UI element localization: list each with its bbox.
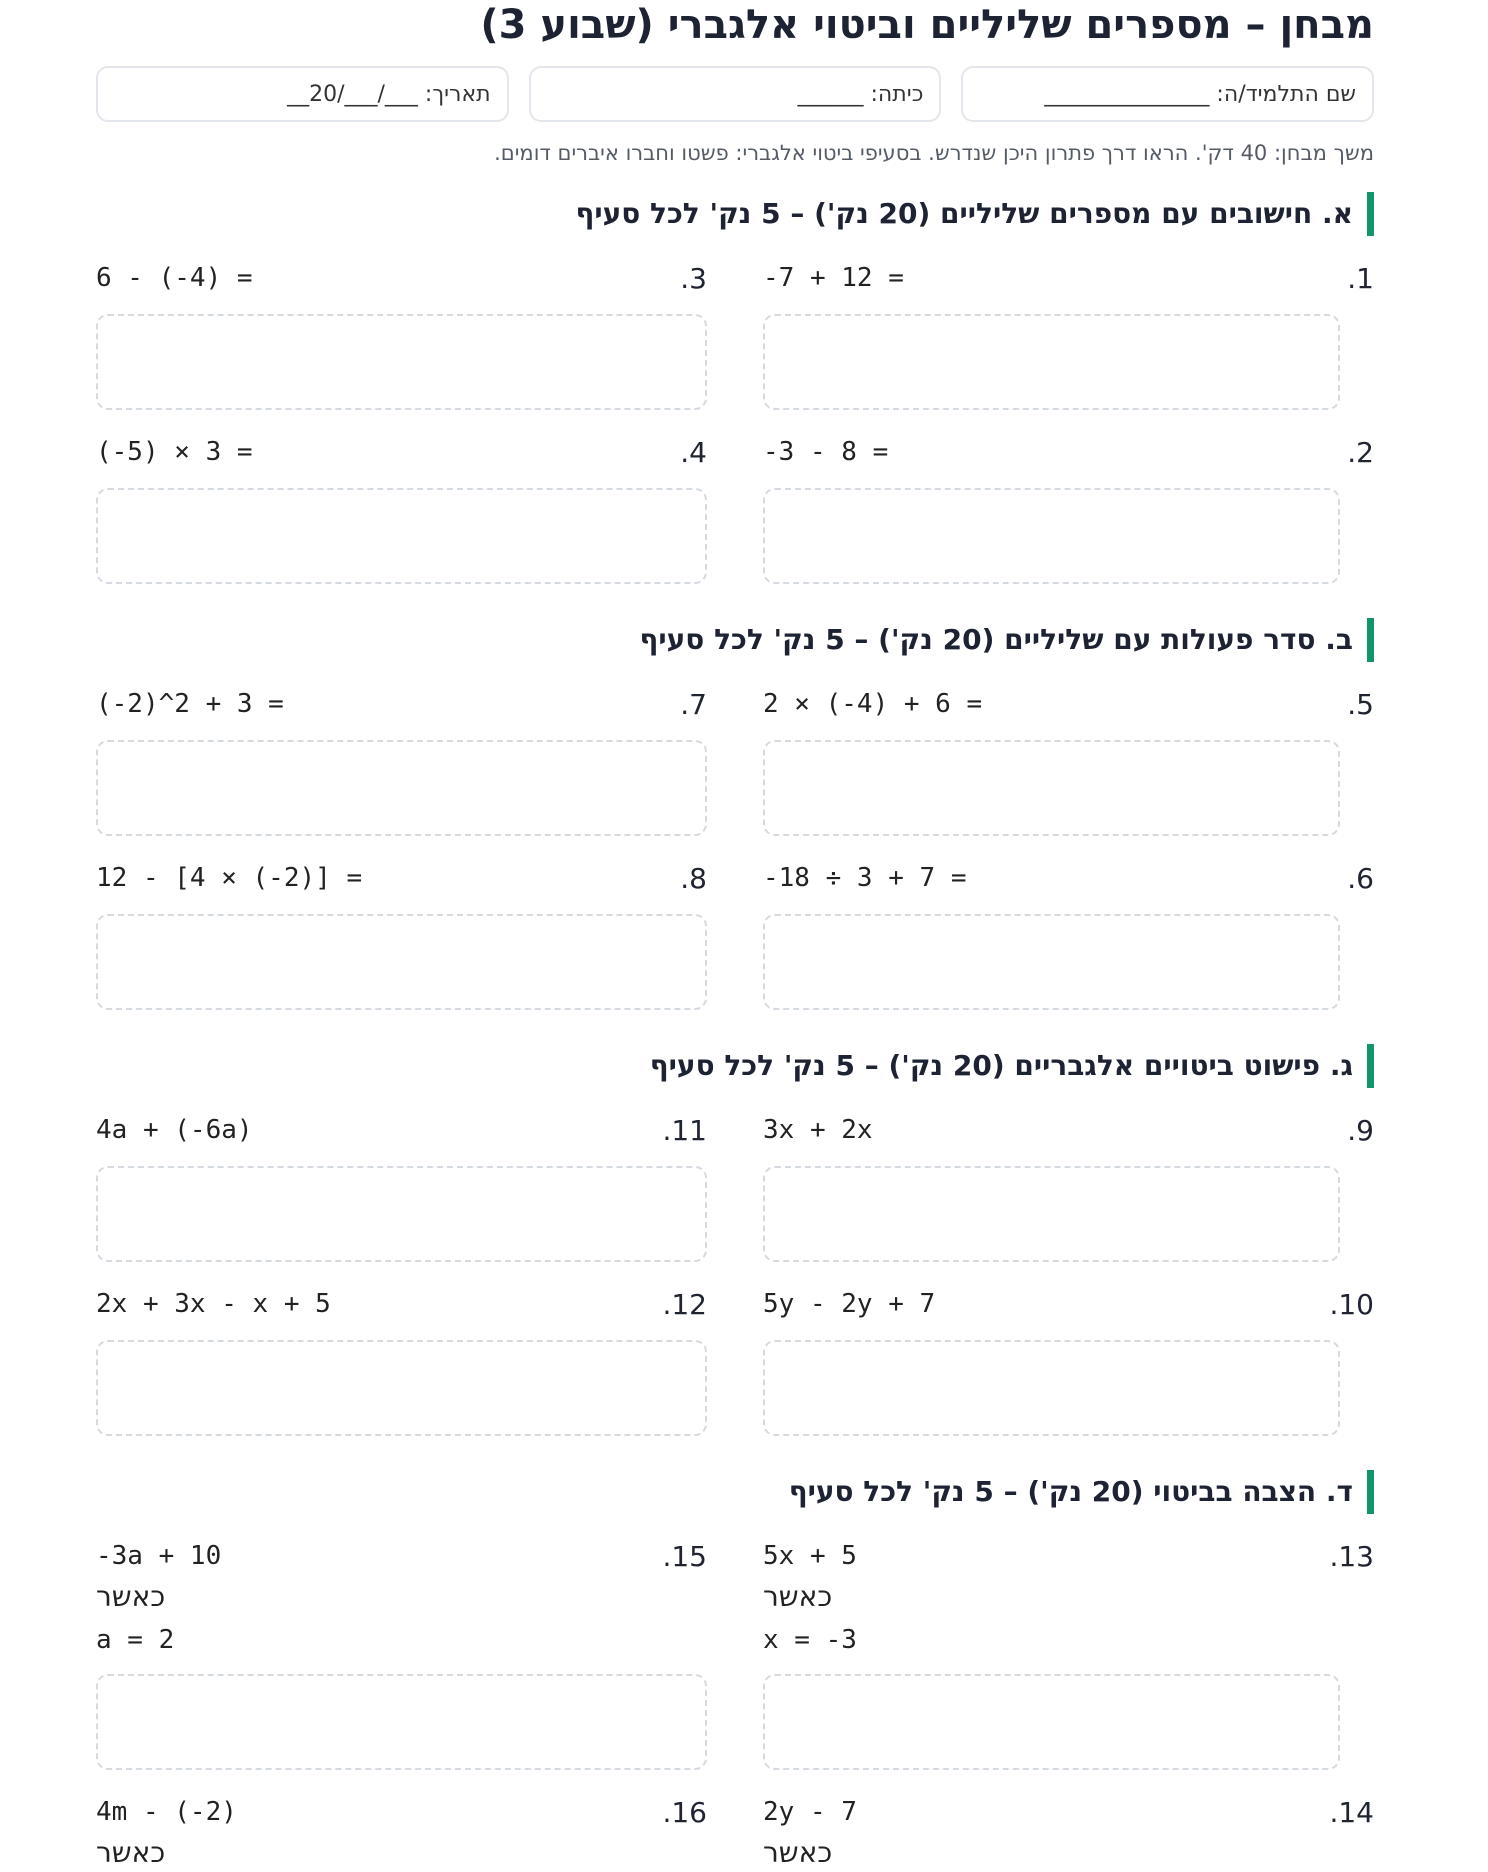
question-expression: -3a + 10 <box>96 1541 222 1571</box>
answer-box[interactable] <box>763 1674 1340 1770</box>
section-c-questions <box>96 1088 1374 1436</box>
question-expression: 2x + 3x - x + 5 <box>96 1289 331 1319</box>
question-number: 10. <box>1329 1287 1374 1321</box>
question <box>96 836 707 1010</box>
question-expression: 6 - (-4) = <box>96 263 253 293</box>
question-expression: (-2)^2 + 3 = <box>96 689 284 719</box>
student-info-row <box>96 66 1374 122</box>
question <box>763 1088 1374 1262</box>
date-field[interactable] <box>96 66 509 122</box>
question-expression: 5y - 2y + 7 <box>763 1289 936 1319</box>
answer-box[interactable] <box>96 1674 707 1770</box>
question <box>96 1770 707 1872</box>
question-number: 11. <box>662 1113 707 1147</box>
condition-label: כאשר <box>96 1580 166 1613</box>
section-b-title: ב. סדר פעולות עם שליליים (20 נק') – 5 נק' לכל סעיף <box>96 618 1374 662</box>
question-number: 16. <box>662 1795 707 1829</box>
section-d-questions <box>96 1514 1374 1872</box>
answer-box[interactable] <box>96 314 707 410</box>
question <box>96 1088 707 1262</box>
question <box>763 662 1374 836</box>
condition-label: כאשר <box>763 1836 833 1869</box>
question-expression: 2 × (-4) + 6 = <box>763 689 983 719</box>
condition-value: a = 2 <box>96 1625 175 1655</box>
question <box>96 1514 707 1770</box>
exam-instructions: משך מבחן: 40 דק'. הראו דרך פתרון היכן שנדרש. בסעיפי ביטוי אלגברי: פשטו וחברו איברים דומים. <box>494 141 1374 165</box>
question-number: 4. <box>680 435 707 469</box>
question-number: 2. <box>1347 435 1374 469</box>
question-expression: 4a + (-6a) <box>96 1115 253 1145</box>
question <box>96 410 707 584</box>
question-expression: 2y - 7 <box>763 1797 857 1827</box>
condition-value: x = -3 <box>763 1625 857 1655</box>
date-label: תאריך: ___/___/20__ <box>287 81 491 107</box>
condition-label: כאשר <box>763 1580 833 1613</box>
question-number: 15. <box>662 1539 707 1573</box>
class-field[interactable] <box>529 66 942 122</box>
question-number: 7. <box>680 687 707 721</box>
answer-box[interactable] <box>96 488 707 584</box>
condition-label: כאשר <box>96 1836 166 1869</box>
question-expression: 5x + 5 <box>763 1541 857 1571</box>
question-number: 1. <box>1347 261 1374 295</box>
question-expression: 12 - [4 × (-2)] = <box>96 863 363 893</box>
question-expression: 3x + 2x <box>763 1115 873 1145</box>
question-expression: -7 + 12 = <box>763 263 904 293</box>
section-c-title: ג. פישוט ביטויים אלגבריים (20 נק') – 5 נק' לכל סעיף <box>96 1044 1374 1088</box>
answer-box[interactable] <box>763 1166 1340 1262</box>
section-a-questions <box>96 236 1374 584</box>
answer-box[interactable] <box>763 1340 1340 1436</box>
question-expression: -18 ÷ 3 + 7 = <box>763 863 967 893</box>
question-expression: (-5) × 3 = <box>96 437 253 467</box>
question <box>96 1262 707 1436</box>
question <box>763 1262 1374 1436</box>
question <box>763 236 1374 410</box>
question-expression: 4m - (-2) <box>96 1797 237 1827</box>
question <box>763 410 1374 584</box>
answer-box[interactable] <box>96 1340 707 1436</box>
section-b-questions <box>96 662 1374 1010</box>
question <box>763 836 1374 1010</box>
exam-page <box>96 0 1374 1872</box>
answer-box[interactable] <box>763 740 1340 836</box>
student-name-field[interactable] <box>961 66 1374 122</box>
answer-box[interactable] <box>96 914 707 1010</box>
question <box>763 1514 1374 1770</box>
answer-box[interactable] <box>763 488 1340 584</box>
question-number: 9. <box>1347 1113 1374 1147</box>
question-expression: -3 - 8 = <box>763 437 889 467</box>
question-number: 12. <box>662 1287 707 1321</box>
question-number: 13. <box>1329 1539 1374 1573</box>
question <box>96 662 707 836</box>
question-number: 3. <box>680 261 707 295</box>
answer-box[interactable] <box>96 740 707 836</box>
class-label: כיתה: ______ <box>797 81 924 107</box>
question-number: 5. <box>1347 687 1374 721</box>
answer-box[interactable] <box>763 914 1340 1010</box>
question-number: 14. <box>1329 1795 1374 1829</box>
question <box>96 236 707 410</box>
answer-box[interactable] <box>96 1166 707 1262</box>
question-number: 6. <box>1347 861 1374 895</box>
question-number: 8. <box>680 861 707 895</box>
section-d-title: ד. הצבה בביטוי (20 נק') – 5 נק' לכל סעיף <box>96 1470 1374 1514</box>
question <box>763 1770 1374 1872</box>
student-name-label: שם התלמיד/ה: _______________ <box>1044 81 1356 107</box>
answer-box[interactable] <box>763 314 1340 410</box>
section-a-title: א. חישובים עם מספרים שליליים (20 נק') – 5 נק' לכל סעיף <box>96 192 1374 236</box>
page-title: מבחן – מספרים שליליים וביטוי אלגברי (שבוע 3) <box>480 2 1374 48</box>
